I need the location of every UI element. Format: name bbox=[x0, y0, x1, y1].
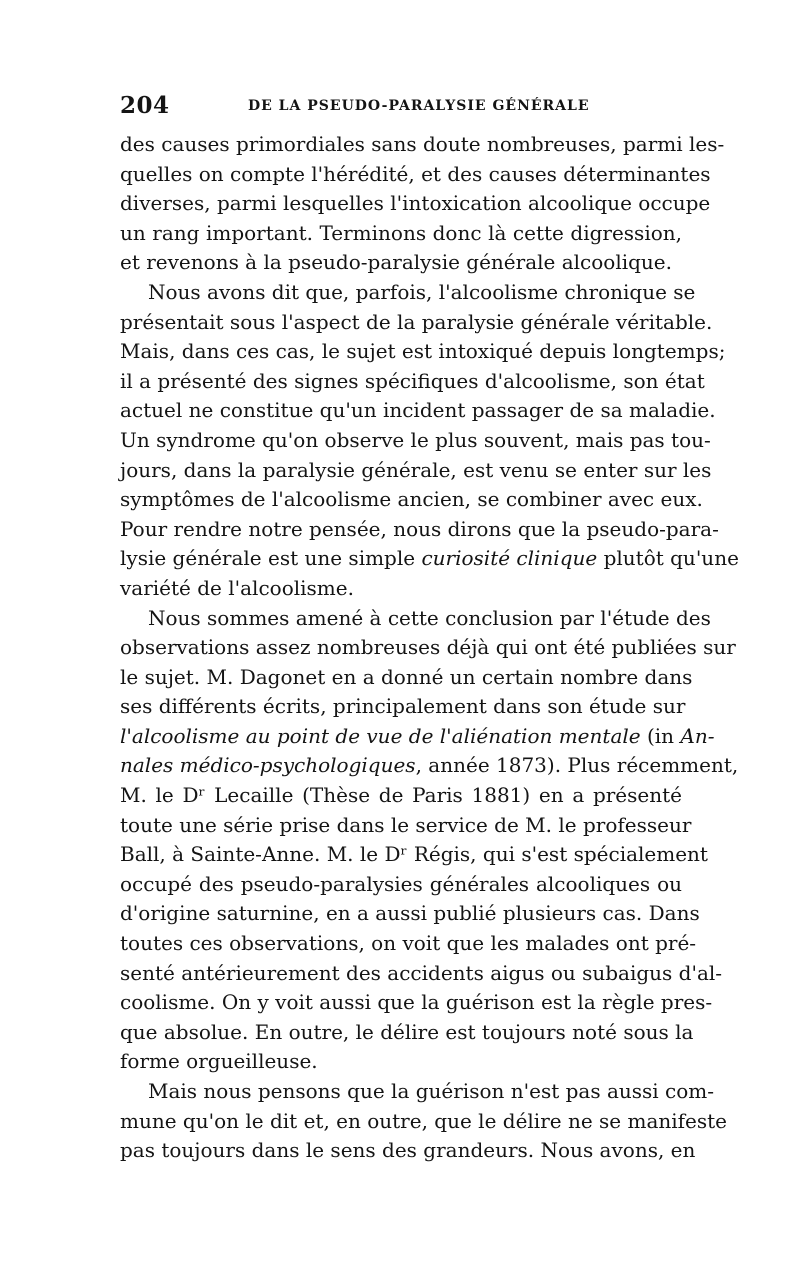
text-segment: que absolue. En outre, le délire est toujours noté sous la bbox=[120, 1019, 694, 1044]
text-line bbox=[120, 396, 716, 426]
text-line bbox=[120, 1107, 728, 1137]
text-segment: M. le Dʳ Lecaille (Thèse de Paris 1881) en a présenté bbox=[120, 783, 682, 808]
text-segment: coolisme. On y voit aussi que la guérison est la règle pres- bbox=[120, 990, 713, 1015]
text-segment: le sujet. M. Dagonet en a donné un certain nombre dans bbox=[120, 664, 693, 689]
text-line bbox=[120, 367, 705, 397]
text-line bbox=[120, 515, 719, 545]
text-line bbox=[120, 811, 692, 841]
text-segment: Mais, dans ces cas, le sujet est intoxiqué depuis longtemps; bbox=[120, 339, 726, 364]
text-segment: un rang important. Terminons donc là cette digression, bbox=[120, 220, 682, 245]
text-segment: actuel ne constitue qu'un incident passager de sa maladie. bbox=[120, 398, 716, 423]
text-line bbox=[120, 456, 712, 486]
text-segment: pas toujours dans le sens des grandeurs. Nous avons, en bbox=[120, 1138, 696, 1163]
text-line bbox=[120, 160, 711, 190]
text-segment: , année 1873). Plus récemment, bbox=[415, 753, 739, 778]
text-segment: Ball, à Sainte-Anne. M. le Dʳ Régis, qui s'est spécialement bbox=[120, 842, 708, 867]
body-text bbox=[120, 130, 739, 1166]
text-segment: mune qu'on le dit et, en outre, que le délire ne se manifeste bbox=[120, 1108, 728, 1133]
text-segment: variété de l'alcoolisme. bbox=[120, 575, 354, 600]
text-segment: Nous sommes amené à cette conclusion par l'étude des bbox=[148, 605, 711, 630]
text-line bbox=[120, 278, 696, 308]
text-segment: senté antérieurement des accidents aigus ou subaigus d'al- bbox=[120, 960, 723, 985]
text-line bbox=[120, 633, 736, 663]
text-line bbox=[120, 959, 723, 989]
text-segment: observations assez nombreuses déjà qui ont été publiées sur bbox=[120, 635, 736, 660]
text-line bbox=[120, 426, 711, 456]
text-segment: et revenons à la pseudo-paralysie générale alcoolique. bbox=[120, 250, 672, 275]
italic-text: An- bbox=[680, 723, 715, 748]
text-line bbox=[120, 1018, 694, 1048]
text-segment: (in bbox=[640, 723, 681, 748]
text-segment: toute une série prise dans le service de M. le professeur bbox=[120, 812, 692, 837]
running-title: DE LA PSEUDO-PARALYSIE GÉNÉRALE bbox=[248, 98, 590, 114]
italic-text: l'alcoolisme au point de vue de l'aliénation mentale bbox=[120, 723, 641, 748]
text-line bbox=[120, 1136, 696, 1166]
text-segment: occupé des pseudo-paralysies générales alcooliques ou bbox=[120, 871, 682, 896]
text-line bbox=[120, 1047, 682, 1077]
text-segment: d'origine saturnine, en a aussi publié plusieurs cas. Dans bbox=[120, 901, 700, 926]
text-line bbox=[120, 248, 682, 278]
text-line bbox=[120, 604, 711, 634]
text-segment: Mais nous pensons que la guérison n'est pas aussi com- bbox=[148, 1079, 715, 1103]
paragraph bbox=[120, 1077, 728, 1166]
paragraph bbox=[120, 130, 725, 278]
page-header bbox=[120, 92, 682, 128]
italic-text: curiosité clinique bbox=[421, 546, 598, 571]
text-line bbox=[120, 870, 682, 900]
text-segment: symptômes de l'alcoolisme ancien, se combiner avec eux. bbox=[120, 487, 703, 512]
text-segment: Nous avons dit que, parfois, l'alcoolisme chronique se bbox=[148, 279, 696, 304]
paragraph bbox=[120, 604, 739, 1078]
text-line bbox=[120, 1077, 715, 1107]
text-line bbox=[120, 219, 682, 249]
text-segment: quelles on compte l'hérédité, et des causes déterminantes bbox=[120, 161, 711, 186]
text-line bbox=[120, 485, 703, 515]
text-line bbox=[120, 751, 739, 781]
text-segment: diverses, parmi lesquelles l'intoxication alcoolique occupe bbox=[120, 191, 711, 216]
text-line bbox=[120, 722, 715, 752]
text-line bbox=[120, 544, 739, 574]
text-line bbox=[120, 840, 708, 870]
text-segment: forme orgueilleuse. bbox=[120, 1049, 318, 1074]
text-segment: jours, dans la paralysie générale, est venu se enter sur les bbox=[120, 457, 712, 482]
text-segment: Un syndrome qu'on observe le plus souvent, mais pas tou- bbox=[120, 427, 711, 452]
text-segment: il a présenté des signes spécifiques d'alcoolisme, son état bbox=[120, 368, 705, 393]
text-line bbox=[120, 899, 700, 929]
text-line bbox=[120, 308, 713, 338]
text-segment: présentait sous l'aspect de la paralysie générale véritable. bbox=[120, 309, 713, 334]
text-line bbox=[120, 781, 682, 811]
text-line bbox=[120, 337, 726, 367]
text-line bbox=[120, 574, 682, 604]
text-line bbox=[120, 692, 686, 722]
paragraph bbox=[120, 278, 739, 604]
text-line bbox=[120, 189, 711, 219]
text-line bbox=[120, 130, 725, 160]
text-segment: lysie générale est une simple bbox=[120, 546, 422, 571]
text-segment: toutes ces observations, on voit que les malades ont pré- bbox=[120, 931, 697, 956]
text-segment: plutôt qu'une bbox=[597, 546, 739, 571]
book-page bbox=[120, 92, 739, 1166]
text-segment: Pour rendre notre pensée, nous dirons que la pseudo-para- bbox=[120, 516, 719, 541]
text-segment: des causes primordiales sans doute nombreuses, parmi les- bbox=[120, 132, 725, 156]
text-line bbox=[120, 929, 697, 959]
text-line bbox=[120, 663, 693, 693]
italic-text: nales médico-psychologiques bbox=[120, 753, 416, 778]
page-number: 204 bbox=[120, 92, 170, 119]
text-segment: ses différents écrits, principalement dans son étude sur bbox=[120, 694, 686, 719]
text-line bbox=[120, 988, 713, 1018]
